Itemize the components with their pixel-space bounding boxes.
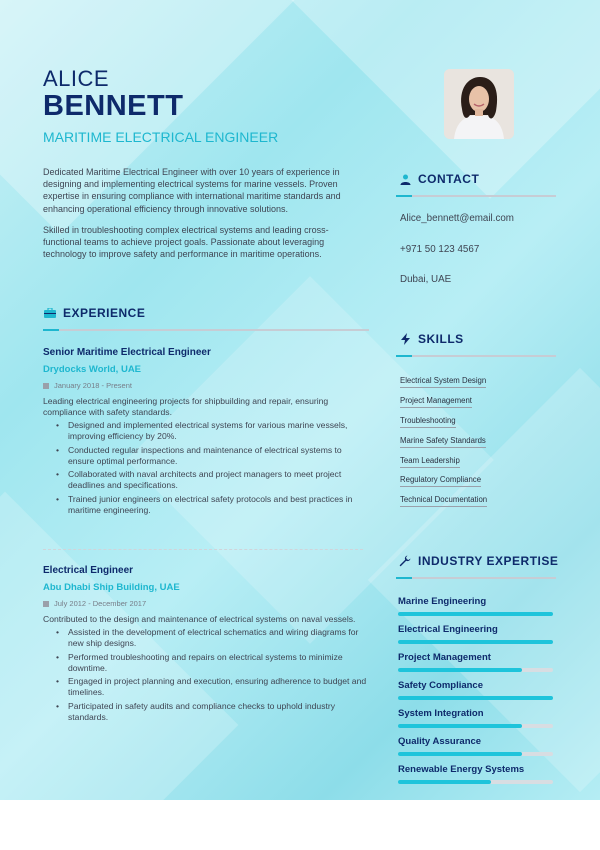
expertise-label: Project Management: [398, 652, 491, 663]
job-company: Abu Dhabi Ship Building, UAE: [43, 582, 180, 593]
job-bullet: • Assisted in the development of electrical schematics and wiring diagrams for new ship designs.: [56, 627, 368, 649]
experience-underline: [43, 329, 369, 331]
job-company: Drydocks World, UAE: [43, 364, 142, 375]
job-dates: [43, 381, 368, 390]
expertise-bar-fill: [398, 780, 491, 784]
expertise-item: [398, 764, 553, 784]
summary-paragraph: Skilled in troubleshooting complex electrical systems and leading cross-functional teams to achieve project goals. Passionate about leveraging technology to improve safety and performance in maritime operations.: [43, 224, 329, 260]
expertise-underline: [396, 577, 556, 579]
skill-item: Technical Documentation: [400, 495, 487, 507]
contact-heading-text: CONTACT: [418, 172, 480, 186]
contact-email[interactable]: Alice_bennett@email.com: [400, 213, 514, 224]
expertise-item: [398, 680, 553, 700]
skills-heading-text: SKILLS: [418, 332, 464, 346]
skill-item: Project Management: [400, 396, 472, 408]
skill-item: Regulatory Compliance: [400, 475, 481, 487]
expertise-heading: [398, 554, 558, 568]
expertise-item: [398, 736, 553, 756]
expertise-bar-track: [398, 640, 553, 644]
job-entry: [43, 565, 368, 725]
expertise-label: Quality Assurance: [398, 736, 482, 747]
expertise-bar-track: [398, 612, 553, 616]
contact-location: Dubai, UAE: [400, 274, 452, 285]
job-entry: [43, 347, 368, 518]
experience-heading: [43, 306, 145, 320]
first-name: ALICE: [43, 66, 110, 91]
expertise-bar-track: [398, 780, 553, 784]
experience-heading-text: EXPERIENCE: [63, 306, 146, 320]
job-bullet: • Trained junior engineers on electrical safety protocols and best practices in maritime engineering.: [56, 494, 368, 516]
expertise-bar-track: [398, 752, 553, 756]
expertise-heading-text: INDUSTRY EXPERTISE: [418, 554, 559, 568]
job-divider: [43, 549, 363, 550]
job-description: Contributed to the design and maintenance of electrical systems on naval vessels.: [43, 614, 356, 624]
expertise-item: [398, 624, 553, 644]
expertise-item: [398, 708, 553, 728]
job-role: Senior Maritime Electrical Engineer: [43, 347, 211, 358]
skill-item: Team Leadership: [400, 456, 460, 468]
skill-item: Troubleshooting: [400, 416, 456, 428]
expertise-bar-track: [398, 668, 553, 672]
job-bullet: • Performed troubleshooting and repairs on electrical systems to minimize downtime.: [56, 652, 368, 674]
job-dates-text: January 2018 - Present: [54, 381, 132, 390]
job-title: MARITIME ELECTRICAL ENGINEER: [43, 129, 279, 145]
expertise-bar-fill: [398, 752, 522, 756]
skills-underline: [396, 355, 556, 357]
wrench-icon: [398, 555, 412, 567]
profile-summary: [43, 166, 363, 269]
expertise-bar-fill: [398, 724, 522, 728]
expertise-item: [398, 652, 553, 672]
expertise-item: [398, 596, 553, 616]
user-icon: [398, 174, 412, 185]
job-bullets: [43, 627, 368, 723]
job-bullet: • Participated in safety audits and compliance checks to uphold industry standards.: [56, 701, 368, 723]
expertise-label: Marine Engineering: [398, 596, 487, 607]
briefcase-icon: [43, 308, 57, 318]
expertise-bar-track: [398, 724, 553, 728]
expertise-label: Renewable Energy Systems: [398, 764, 525, 775]
contact-underline: [396, 195, 556, 197]
expertise-bar-fill: [398, 640, 553, 644]
job-role: Electrical Engineer: [43, 565, 134, 576]
summary-paragraph: Dedicated Maritime Electrical Engineer with over 10 years of experience in designing and implementing electrical systems for marine vessels. Proven expertise in ensuring compliance with international maritime standards and enhancing operational efficiency through innovative solutions.: [43, 167, 341, 214]
expertise-label: System Integration: [398, 708, 484, 719]
lightning-icon: [398, 333, 412, 345]
job-bullet: • Designed and implemented electrical systems for various marine vessels, improving efficiency by 20%.: [56, 420, 368, 442]
skill-item: Electrical System Design: [400, 376, 486, 388]
job-bullet: • Collaborated with naval architects and project managers to meet project deadlines and specifications.: [56, 469, 368, 491]
job-bullet: • Conducted regular inspections and maintenance of electrical systems to ensure optimal performance.: [56, 445, 368, 467]
expertise-bar-fill: [398, 668, 522, 672]
expertise-bar-track: [398, 696, 553, 700]
skills-heading: [398, 332, 464, 346]
calendar-icon: [43, 383, 49, 389]
skill-item: Marine Safety Standards: [400, 436, 486, 448]
job-description: Leading electrical engineering projects for shipbuilding and repair, ensuring compliance with safety standards.: [43, 396, 329, 417]
expertise-bar-fill: [398, 612, 553, 616]
contact-heading: [398, 172, 479, 186]
expertise-label: Safety Compliance: [398, 680, 483, 691]
profile-photo: [444, 69, 514, 139]
job-bullet: • Engaged in project planning and execution, ensuring adherence to budget and timelines.: [56, 676, 368, 698]
last-name: BENNETT: [43, 90, 184, 122]
expertise-label: Electrical Engineering: [398, 624, 498, 635]
job-dates: [43, 599, 368, 608]
job-dates-text: July 2012 - December 2017: [54, 599, 147, 608]
expertise-bar-fill: [398, 696, 553, 700]
contact-phone[interactable]: +971 50 123 4567: [400, 244, 480, 255]
calendar-icon: [43, 601, 49, 607]
job-bullets: [43, 420, 368, 516]
